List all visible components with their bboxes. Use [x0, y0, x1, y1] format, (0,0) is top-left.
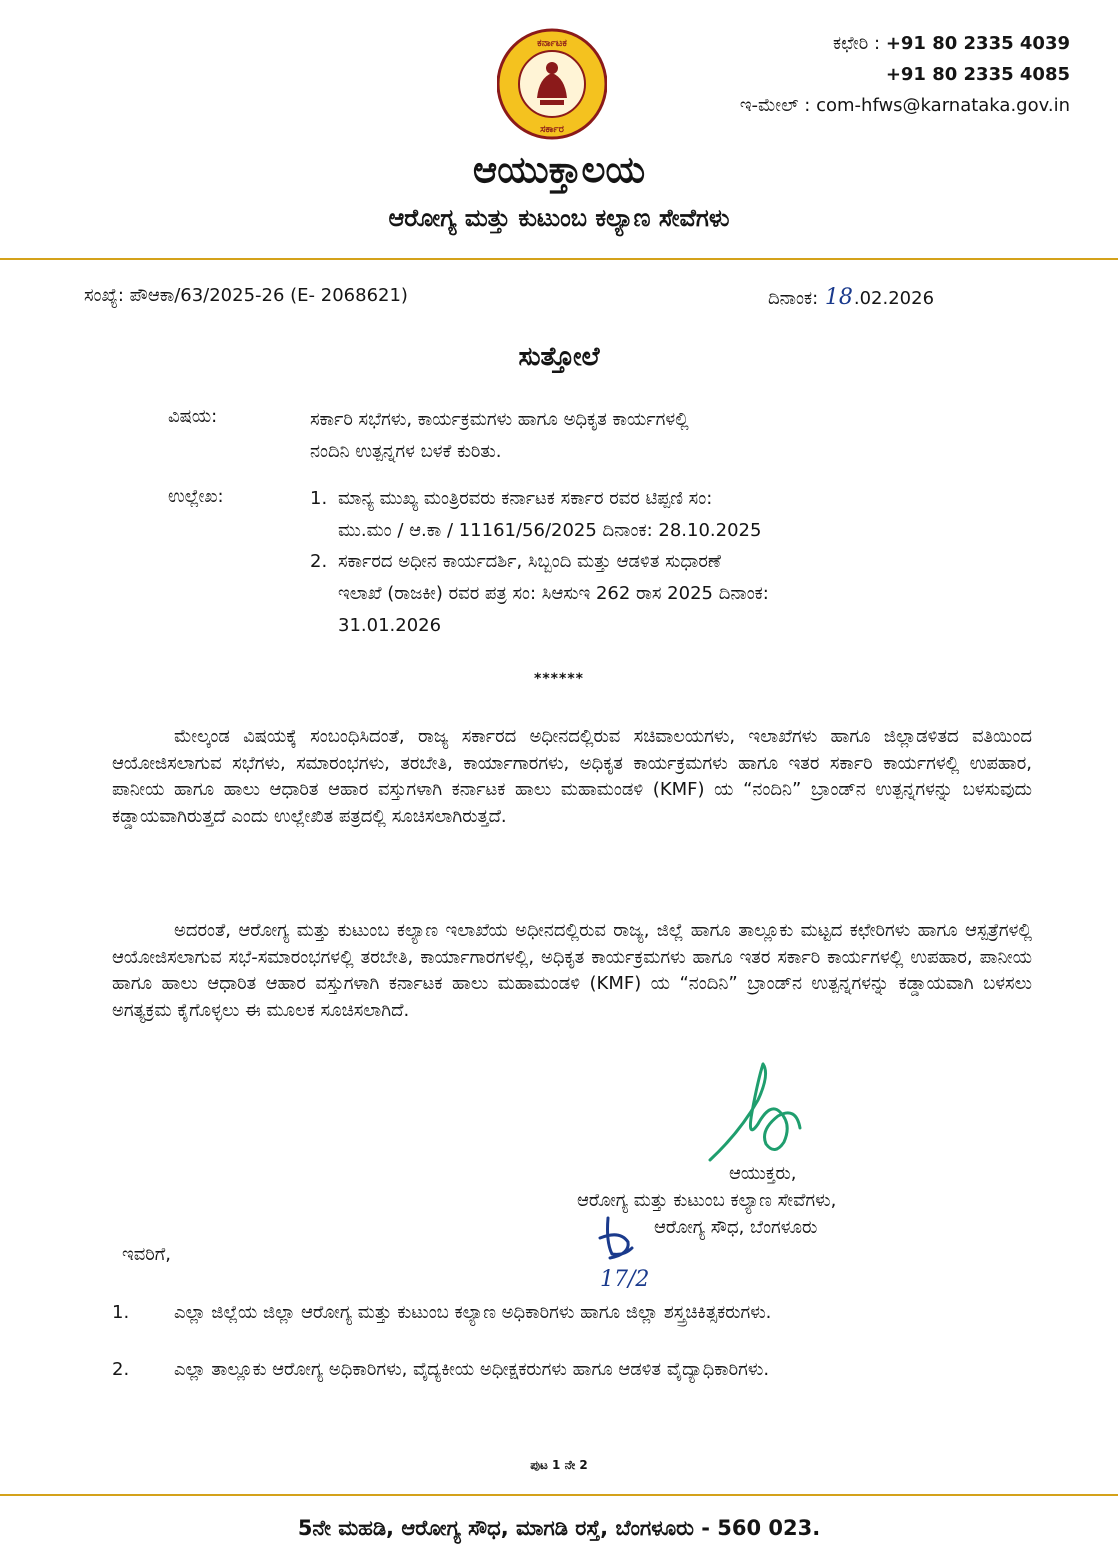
reference-item-2-line-2: ಇಲಾಖೆ (ರಾಜಕೀ) ರವರ ಪತ್ರ ಸಂ: ಸಿಆಸುಇ 262 ರಾಸ 2025 ದಿನಾಂಕ: [338, 583, 769, 604]
signatory-address: ಆರೋಗ್ಯ ಸೌಧ, ಬೆಂಗಳೂರು [654, 1217, 818, 1238]
recipient-item-1 [112, 1299, 1032, 1327]
subject-label: ವಿಷಯ: [168, 406, 218, 427]
recipient-item-1-num: 1. [112, 1302, 130, 1323]
email-address: com-hfws@karnataka.gov.in [816, 95, 1070, 116]
office-phone-2: +91 80 2335 4085 [885, 64, 1070, 85]
recipient-item-2-num: 2. [112, 1359, 130, 1380]
contact-block [740, 28, 1070, 121]
subject-line-1: ಸರ್ಕಾರಿ ಸಭೆಗಳು, ಕಾರ್ಯಕ್ರಮಗಳು ಹಾಗೂ ಅಧಿಕೃತ ಕಾರ್ಯಗಳಲ್ಲಿ [310, 409, 689, 430]
date-line [768, 285, 934, 310]
emblem-bottom-text: ಸರ್ಕಾರ [540, 124, 564, 135]
karnataka-emblem-icon [497, 26, 607, 144]
date-label: ದಿನಾಂಕ: [768, 288, 819, 309]
body-paragraph-1-text: ಮೇಲ್ಕಂಡ ವಿಷಯಕ್ಕೆ ಸಂಬಂಧಿಸಿದಂತೆ, ರಾಜ್ಯ ಸರ್ಕಾರದ ಅಧೀನದಲ್ಲಿರುವ ಸಚಿವಾಲಯಗಳು, ಇಲಾಖೆಗಳು ಹಾಗೂ ಜಿಲ್ಲಾಡಳಿತದ ವತಿಯಿಂದ ಆಯೋಜಿಸಲಾಗುವ ಸಭೆಗಳು, ಸಮಾರಂಭಗಳು, ತರಬೇತಿ, ಕಾರ್ಯಾಗಾರಗಳು, ಅಧಿಕೃತ ಕಾರ್ಯಕ್ರಮಗಳು ಹಾಗೂ ಇತರ ಸರ್ಕಾರಿ ಕಾರ್ಯಗಳಲ್ಲಿ ಉಪಹಾರ, ಪಾನೀಯ ಹಾಗೂ ಹಾಲು ಆಧಾರಿತ ಆಹಾರ ವಸ್ತುಗಳಾಗಿ ಕರ್ನಾಟಕ ಹಾಲು ಮಹಾಮಂಡಳಿ (KMF) ಯ “ನಂದಿನಿ” ಬ್ರಾಂಡ್‌ನ ಉತ್ಪನ್ನಗಳನ್ನು ಬಳಸುವುದು ಕಡ್ಡಾಯವಾಗಿರುತ್ತದೆ ಎಂದು ಉಲ್ಲೇಖಿತ ಪತ್ರದಲ್ಲಿ ಸೂಚಿಸಲಾಗಿರುತ್ತದೆ. [112, 726, 1032, 827]
office-phone-1: +91 80 2335 4039 [885, 33, 1070, 54]
body-paragraph-2-text: ಅದರಂತೆ, ಆರೋಗ್ಯ ಮತ್ತು ಕುಟುಂಬ ಕಲ್ಯಾಣ ಇಲಾಖೆಯ ಅಧೀನದಲ್ಲಿರುವ ರಾಜ್ಯ, ಜಿಲ್ಲೆ ಹಾಗೂ ತಾಲ್ಲೂಕು ಮಟ್ಟದ ಕಛೇರಿಗಳು ಹಾಗೂ ಆಸ್ಪತ್ರೆಗಳಲ್ಲಿ ಆಯೋಜಿಸಲಾಗುವ ಸಭೆ-ಸಮಾರಂಭಗಳಲ್ಲಿ ತರಬೇತಿ, ಕಾರ್ಯಾಗಾರಗಳಲ್ಲಿ, ಅಧಿಕೃತ ಕಾರ್ಯಕ್ರಮಗಳು ಹಾಗೂ ಇತರ ಸರ್ಕಾರಿ ಕಾರ್ಯಗಳಲ್ಲಿ ಉಪಹಾರ, ಪಾನೀಯ ಹಾಗೂ ಹಾಲು ಆಧಾರಿತ ಆಹಾರ ವಸ್ತುಗಳಾಗಿ ಕರ್ನಾಟಕ ಹಾಲು ಮಹಾಮಂಡಳಿ (KMF) ಯ “ನಂದಿನಿ” ಬ್ರಾಂಡ್‌ನ ಉತ್ಪನ್ನಗಳನ್ನು ಕಡ್ಡಾಯವಾಗಿ ಬಳಸಲು ಅಗತ್ಯಕ್ರಮ ಕೈಗೊಳ್ಳಲು ಈ ಮೂಲಕ ಸೂಚಿಸಲಾಗಿದೆ. [112, 920, 1032, 1021]
body-paragraph-1 [112, 724, 1032, 830]
date-month-year: .02.2026 [853, 288, 935, 309]
reference-label: ಉಲ್ಲೇಖ: [168, 486, 224, 507]
circular-title: ಸುತ್ತೋಲೆ [518, 342, 600, 372]
subject-line-2: ನಂದಿನಿ ಉತ್ಪನ್ನಗಳ ಬಳಕೆ ಕುರಿತು. [310, 441, 502, 462]
separator-stars: ****** [534, 671, 584, 687]
initials-date: 17/2 [600, 1267, 650, 1292]
footer-rule [0, 1494, 1118, 1496]
department-title: ಆರೋಗ್ಯ ಮತ್ತು ಕುಟುಂಬ ಕಲ್ಯಾಣ ಸೇವೆಗಳು [388, 204, 730, 232]
reference-item-2 [310, 546, 769, 642]
handwritten-initials [594, 1212, 664, 1292]
subject-text [310, 404, 689, 468]
office-title: ಆಯುಕ್ತಾಲಯ [472, 148, 646, 191]
signatory-title: ಆಯುಕ್ತರು, [729, 1163, 797, 1184]
body-paragraph-2 [112, 918, 1032, 1024]
reference-number: ಸಂಖ್ಯೆ: ಪೌಆಕಾ/63/2025-26 (E- 2068621) [84, 285, 408, 306]
page-number: ಪುಟ 1 ನೇ 2 [530, 1458, 588, 1472]
recipient-item-2 [112, 1356, 1032, 1384]
commissioner-signature [700, 1056, 830, 1176]
emblem-top-text: ಕರ್ನಾಟಕ [537, 38, 567, 49]
email-label: ಇ-ಮೇಲ್ : [739, 95, 811, 116]
reference-item-1 [310, 483, 761, 547]
recipient-item-2-text: ಎಲ್ಲಾ ತಾಲ್ಲೂಕು ಆರೋಗ್ಯ ಅಧಿಕಾರಿಗಳು, ವೈದ್ಯಕೀಯ ಅಧೀಕ್ಷಕರುಗಳು ಹಾಗೂ ಆಡಳಿತ ವೈದ್ಯಾಧಿಕಾರಿಗಳು. [174, 1359, 770, 1380]
signatory-department: ಆರೋಗ್ಯ ಮತ್ತು ಕುಟುಂಬ ಕಲ್ಯಾಣ ಸೇವೆಗಳು, [577, 1190, 837, 1211]
reference-item-1-line-2: ಮು.ಮಂ / ಆ.ಕಾ / 11161/56/2025 ದಿನಾಂಕ: 28.10.2025 [338, 520, 762, 541]
reference-item-2-line-1: ಸರ್ಕಾರದ ಅಧೀನ ಕಾರ್ಯದರ್ಶಿ, ಸಿಬ್ಬಂದಿ ಮತ್ತು ಆಡಳಿತ ಸುಧಾರಣೆ [338, 551, 721, 572]
recipient-item-1-text: ಎಲ್ಲಾ ಜಿಲ್ಲೆಯ ಜಿಲ್ಲಾ ಆರೋಗ್ಯ ಮತ್ತು ಕುಟುಂಬ ಕಲ್ಯಾಣ ಅಧಿಕಾರಿಗಳು ಹಾಗೂ ಜಿಲ್ಲಾ ಶಸ್ತ್ರಚಿಕಿತ್ಸಕರುಗಳು. [174, 1302, 772, 1323]
reference-item-1-line-1: ಮಾನ್ಯ ಮುಖ್ಯ ಮಂತ್ರಿರವರು ಕರ್ನಾಟಕ ಸರ್ಕಾರ ರವರ ಟಿಪ್ಪಣಿ ಸಂ: [338, 488, 713, 509]
reference-item-2-num: 2. [310, 551, 328, 572]
date-day-handwritten: 18 [824, 285, 853, 310]
reference-item-2-line-3: 31.01.2026 [338, 615, 442, 636]
header-rule [0, 258, 1118, 260]
footer-address: 5ನೇ ಮಹಡಿ, ಆರೋಗ್ಯ ಸೌಧ, ಮಾಗಡಿ ರಸ್ತೆ, ಬೆಂಗಳೂರು - 560 023. [297, 1516, 821, 1540]
office-phone-label: ಕಛೇರಿ : [833, 33, 881, 54]
reference-item-1-num: 1. [310, 488, 328, 509]
recipients-label: ಇವರಿಗೆ, [122, 1244, 171, 1265]
